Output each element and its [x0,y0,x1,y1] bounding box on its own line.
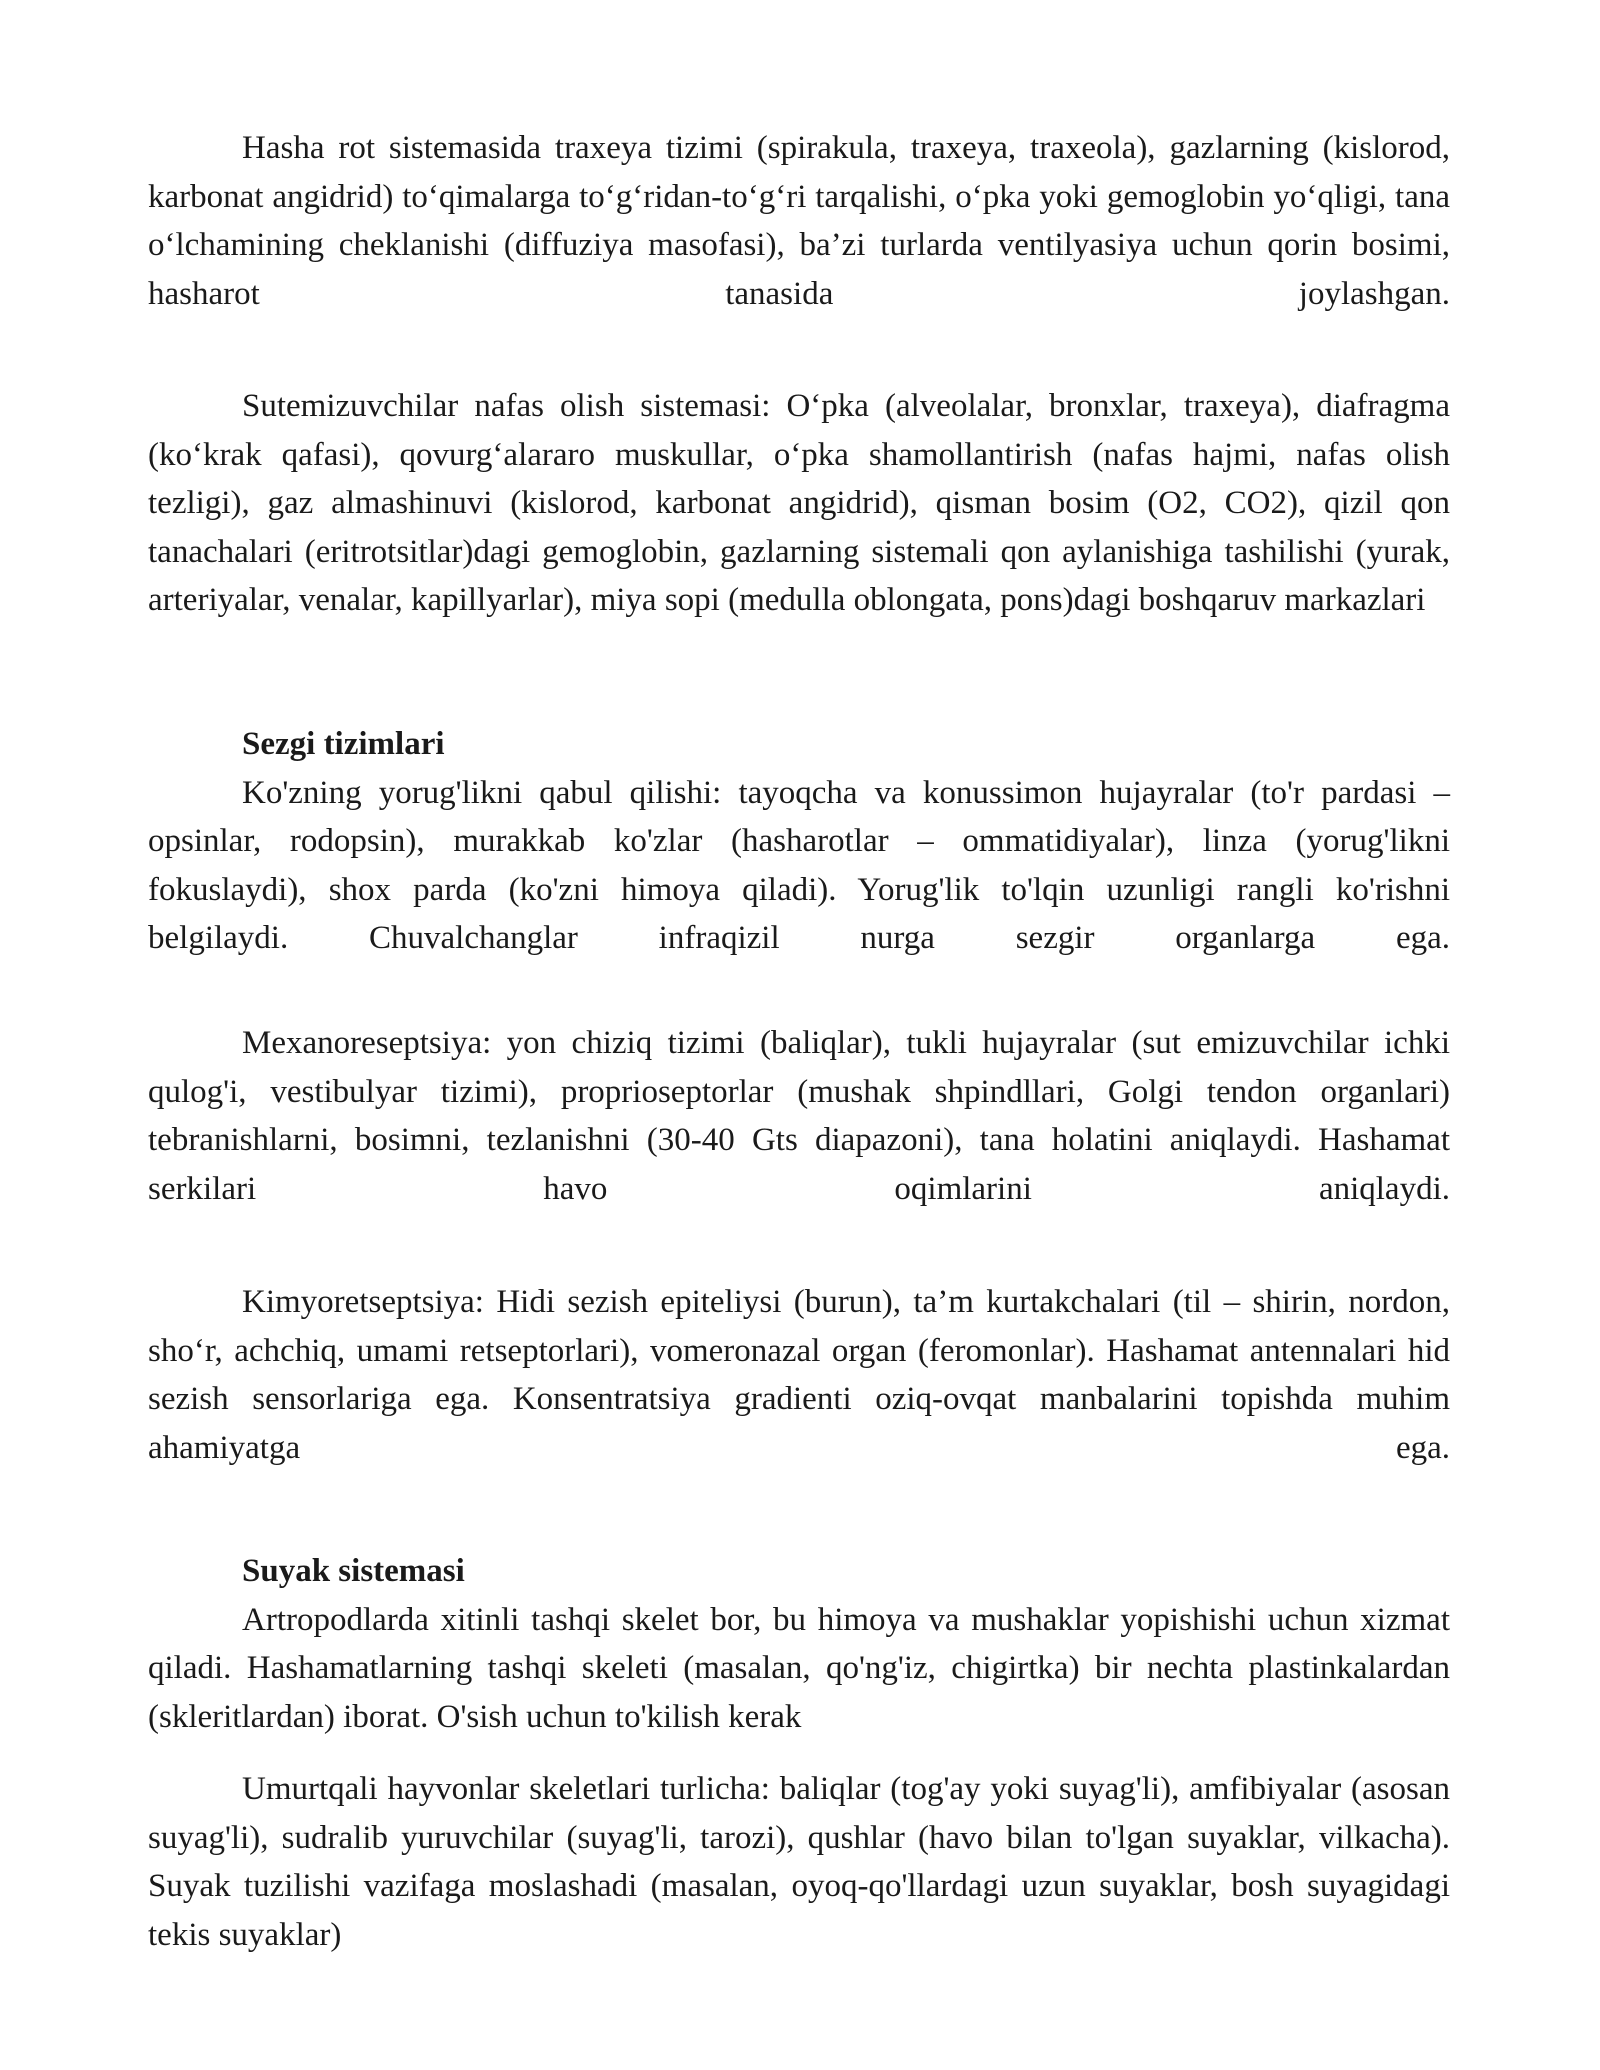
chemoreception-section [148,1278,1450,1472]
paragraph-chemoreception: Kimyoretseptsiya: Hidi sezish epiteliysi (burun), ta’m kurtakchalari (til – shirin, nordon, sho‘r, achchiq, umami retseptorlari), vomeronazal organ (feromonlar). Hashamat antennalari hid sezish sensorlariga ega. Konsentratsiya gradienti oziq-ovqat manbalarini topishda muhim ahamiyatga ega. [148,1284,1450,1466]
paragraph-mammal-respiratory-system: Sutemizuvchilar nafas olish sistemasi: O‘pka (alveolalar, bronxlar, traxeya), diafragma (ko‘krak qafasi), qovurg‘alararo muskullar, o‘pka shamollantirish (nafas hajmi, nafas olish tezligi), gaz almashinuvi (kislorod, karbonat angidrid), qisman bosim (O2, CO2), qizil qon tanachalari (eritrotsitlar)dagi gemoglobin, gazlarning sistemali qon aylanishiga tashilishi (yurak, arteriyalar, venalar, kapillyarlar), miya sopi (medulla oblongata, pons)dagi boshqaruv markazlari [148,388,1450,618]
mechanoreception-section [148,1019,1450,1213]
heading-skeletal-system: Suyak sistemasi [242,1553,465,1589]
vertebrate-skeleton-section [148,1765,1450,1959]
paragraph-vertebrate-skeletons: Umurtqali hayvonlar skeletlari turlicha: baliqlar (tog'ay yoki suyag'li), amfibiyalar (asosan suyag'li), sudralib yuruvchilar (suyag'li, tarozi), qushlar (havo bilan to'lgan suyaklar, vilkacha). Suyak tuzilishi vazifaga moslashadi (masalan, oyoq-qo'llardagi uzun suyaklar, bosh suyagidagi tekis suyaklar) [148,1771,1450,1953]
skeletal-system-section [148,1547,1450,1741]
sensory-systems-section [148,720,1450,963]
respiratory-insects-section [148,124,1450,318]
respiratory-mammals-section [148,382,1450,625]
paragraph-mechanoreception: Mexanoreseptsiya: yon chiziq tizimi (baliqlar), tukli hujayralar (sut emizuvchilar ichki qulog'i, vestibulyar tizimi), proprioseptorlar (mushak shpindllari, Golgi tendon organlari) tebranishlarni, bosimni, tezlanishni (30-40 Gts diapazoni), tana holatini aniqlaydi. Hashamat serkilari havo oqimlarini aniqlaydi. [148,1025,1450,1207]
paragraph-arthropod-exoskeleton: Artropodlarda xitinli tashqi skelet bor, bu himoya va mushaklar yopishishi uchun xizmat qiladi. Hashamatlarning tashqi skeleti (masalan, qo'ng'iz, chigirtka) bir nechta plastinkalardan (skleritlardan) iborat. O'sish uchun to'kilish kerak [148,1601,1450,1735]
heading-sensory-systems: Sezgi tizimlari [242,726,445,762]
paragraph-insect-tracheal-system: Hasha rot sistemasida traxeya tizimi (spirakula, traxeya, traxeola), gazlarning (kislorod, karbonat angidrid) to‘qimalarga to‘g‘ridan-to‘g‘ri tarqalishi, o‘pka yoki gemoglobin yo‘qligi, tana o‘lchamining cheklanishi (diffuziya masofasi), ba’zi turlarda ventilyasiya uchun qorin bosimi, hasharot tanasida joylashgan. [148,130,1450,312]
paragraph-photoreception: Ko'zning yorug'likni qabul qilishi: tayoqcha va konussimon hujayralar (to'r pardasi – opsinlar, rodopsin), murakkab ko'zlar (hasharotlar – ommatidiyalar), linza (yorug'likni fokuslaydi), shox parda (ko'zni himoya qiladi). Yorug'lik to'lqin uzunligi rangli ko'rishni belgilaydi. Chuvalchanglar infraqizil nurga sezgir organlarga ega. [148,774,1450,956]
